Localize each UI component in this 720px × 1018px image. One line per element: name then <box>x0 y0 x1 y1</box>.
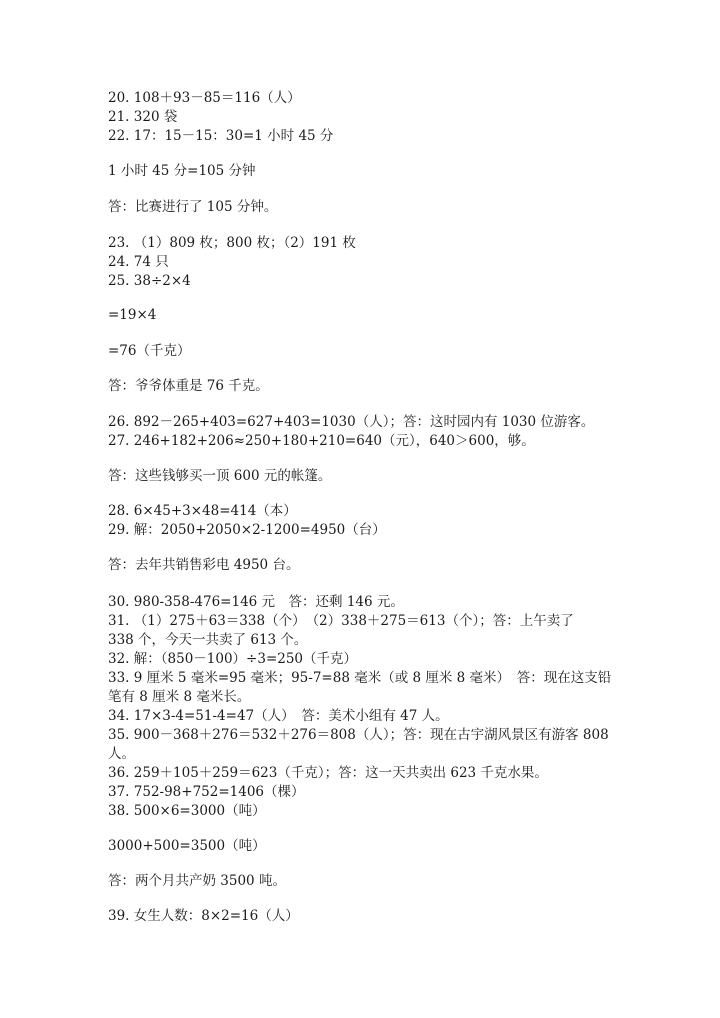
answer-line: 3000+500=3500（吨） <box>108 838 266 854</box>
answer-line: =76（千克） <box>108 343 191 359</box>
answer-line: 27. 246+182+206≈250+180+210=640（元），640＞600，够。 <box>108 433 535 449</box>
answer-line: 34. 17×3-4=51-4=47（人） 答：美术小组有 47 人。 <box>108 708 449 724</box>
answer-line: 笔有 8 厘米 8 毫米长。 <box>108 689 251 705</box>
answer-line: 人。 <box>108 746 135 762</box>
answer-line: 25. 38÷2×4 <box>108 273 191 289</box>
answer-line: 20. 108＋93－85＝116（人） <box>108 90 301 106</box>
answer-line: 22. 17：15－15：30=1 小时 45 分 <box>108 128 334 144</box>
answer-line: 338 个，今天一共卖了 613 个。 <box>108 632 308 648</box>
answer-line: 答：两个月共产奶 3500 吨。 <box>108 873 286 889</box>
answer-line: 答：去年共销售彩电 4950 台。 <box>108 557 300 573</box>
answer-line: 29. 解：2050+2050×2-1200=4950（台） <box>108 522 386 538</box>
answer-line: 1 小时 45 分=105 分钟 <box>108 163 256 179</box>
answer-line: 28. 6×45+3×48=414（本） <box>108 503 297 519</box>
answer-line: 31. （1）275＋63＝338（个） （2）338＋275＝613（个）；答：上午卖了 <box>108 613 574 629</box>
answer-line: 36. 259＋105＋259＝623（千克）；答：这一天共卖出 623 千克水果。 <box>108 765 548 781</box>
answer-line: 24. 74 只 <box>108 254 169 270</box>
answer-line: 35. 900－368＋276＝532＋276＝808（人）；答：现在古宇湖风景区有游客 808 <box>108 727 609 743</box>
answer-line: 39. 女生人数：8×2=16（人） <box>108 908 299 924</box>
answer-line: 答：这些钱够买一顶 600 元的帐篷。 <box>108 468 332 484</box>
answer-line: 23. （1）809 枚；800 枚；（2）191 枚 <box>108 235 356 251</box>
answer-line: 26. 892－265+403=627+403=1030（人）；答：这时园内有 1030 位游客。 <box>108 414 595 430</box>
answer-line: 37. 752-98+752=1406（棵） <box>108 784 305 800</box>
answer-line: 答：比赛进行了 105 分钟。 <box>108 199 278 215</box>
answer-line: 38. 500×6=3000（吨） <box>108 803 266 819</box>
answer-line: 32. 解：（850－100）÷3=250（千克） <box>108 651 358 667</box>
answer-line: 答：爷爷体重是 76 千克。 <box>108 378 269 394</box>
answer-line: 30. 980-358-476=146 元 答：还剩 146 元。 <box>108 594 404 610</box>
answer-line: 33. 9 厘米 5 毫米=95 毫米；95-7=88 毫米（或 8 厘米 8 毫米） 答：现在这支铅 <box>108 670 612 686</box>
answer-line: 21. 320 袋 <box>108 109 178 125</box>
answer-line: =19×4 <box>108 307 157 323</box>
